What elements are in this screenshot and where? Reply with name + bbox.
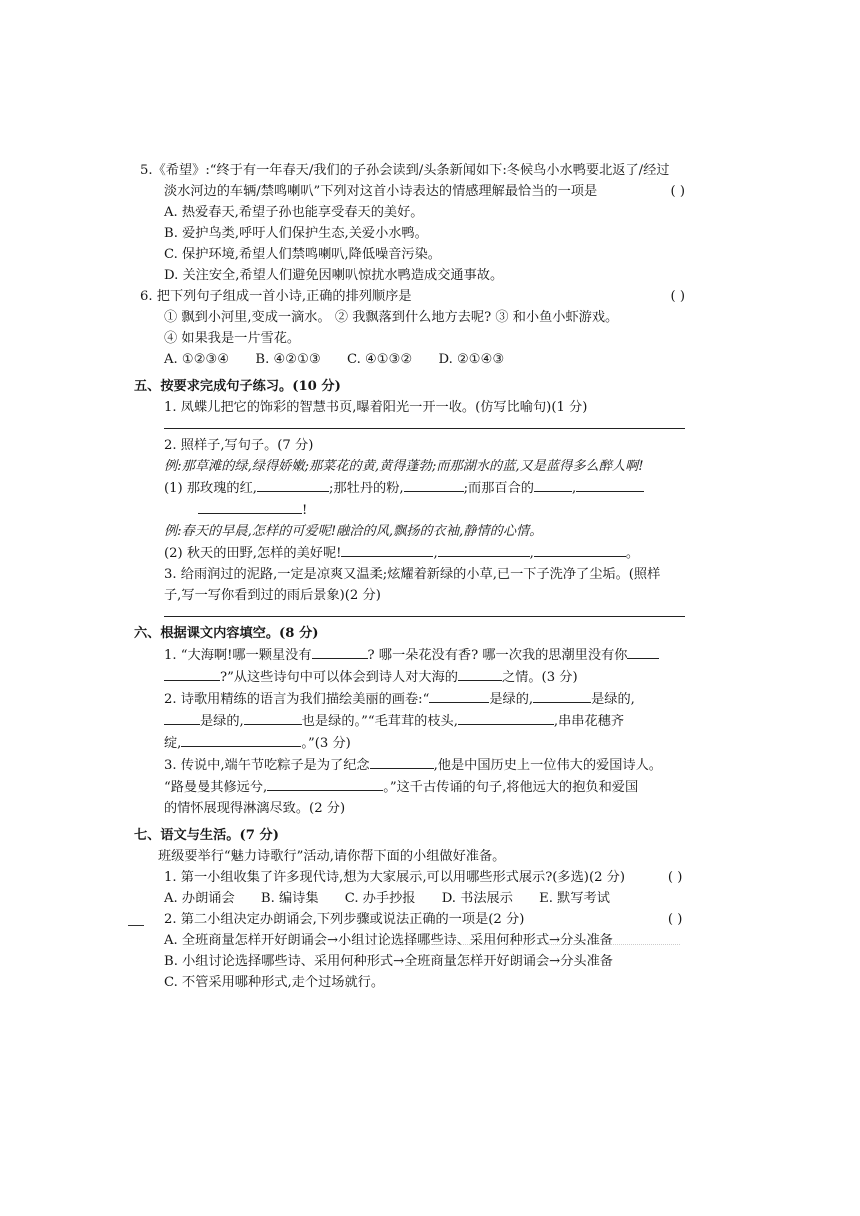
q5-answer-paren[interactable]: ( ) xyxy=(670,184,685,199)
s6-q2-text-e: 也是绿的。”“毛茸茸的枝头, xyxy=(301,714,458,729)
q5-option-b: B. 爱护鸟类,呼吁人们保护生态,关爱小水鸭。 xyxy=(164,226,428,241)
q6-stem: 6. 把下列句子组成一首小诗,正确的排列顺序是 xyxy=(140,289,412,304)
blank[interactable] xyxy=(458,666,502,681)
s6-q2-line2 xyxy=(164,710,685,732)
q6-line2: ④ 如果我是一片雪花。 xyxy=(164,331,301,346)
worksheet-content xyxy=(134,160,685,993)
q6-option-a: A. ①②③④ xyxy=(164,352,230,367)
s7-q1-option-a: A. 办朗诵会 xyxy=(164,891,235,906)
s6-q2-text-f: ,串串花穗齐 xyxy=(553,714,625,729)
s5-q1-answer-line[interactable] xyxy=(164,418,685,429)
s6-q1-text-a: 1. “大海啊!哪一颗星没有 xyxy=(164,648,312,663)
s6-q3-text-d: 。”这千古传诵的句子,将他远大的抱负和爱国 xyxy=(383,780,639,795)
s6-q2-text-a: 2. 诗歌用精练的语言为我们描绘美丽的画卷:“ xyxy=(164,692,430,707)
s5-q3-line2: 子,写一写你看到过的雨后景象)(2 分) xyxy=(164,588,381,603)
s5-example-2: 例:春天的早晨,怎样的可爱呢!融洽的风,飘扬的衣袖,静情的心情。 xyxy=(164,524,543,539)
s6-q3-text-a: 3. 传说中,端午节吃粽子是为了纪念 xyxy=(164,758,370,773)
blank[interactable] xyxy=(267,776,383,791)
blank[interactable] xyxy=(438,542,530,557)
q6-line1: ① 飘到小河里,变成一滴水。 ② 我飘落到什么地方去呢? ③ 和小鱼小虾游戏。 xyxy=(164,310,619,325)
s7-q1-option-d: D. 书法展示 xyxy=(441,891,513,906)
s6-q3-line3: 的情怀展现得淋漓尽致。(2 分) xyxy=(164,801,346,816)
s7-q1-option-b: B. 编诗集 xyxy=(260,891,319,906)
s7-q1-answer-paren[interactable]: ( ) xyxy=(667,870,683,885)
s5-fill-1-text-b: ;那牡丹的粉, xyxy=(329,481,404,496)
s5-fill-1-text-c: ;而那百合的 xyxy=(463,481,534,496)
s5-fill-2-text-c: , xyxy=(529,546,534,561)
s5-q1: 1. 凤蝶儿把它的饰彩的智慧书页,曝着阳光一开一收。(仿写比喻句)(1 分) xyxy=(164,400,588,415)
s7-q1-text: 1. 第一小组收集了许多现代诗,想为大家展示,可以用哪些形式展示?(多选)(2 分) xyxy=(164,870,626,885)
blank[interactable] xyxy=(198,499,302,514)
s7-q1-options xyxy=(164,888,685,909)
s5-fill-2-text-d: 。 xyxy=(625,546,640,561)
s6-q1-line1 xyxy=(164,644,685,666)
s5-fill-1-text-d: , xyxy=(571,481,577,496)
s7-q1 xyxy=(164,867,685,888)
blank[interactable] xyxy=(627,644,659,659)
q6-option-b: B. ④②①③ xyxy=(255,352,321,367)
s6-q2-text-c: 是绿的, xyxy=(591,692,635,707)
s6-q2-line3 xyxy=(164,732,685,754)
s6-q3-text-b: ,他是中国历史上一位伟大的爱国诗人。 xyxy=(433,758,662,773)
blank[interactable] xyxy=(429,688,489,703)
q5-option-d: D. 关注安全,希望人们避免因喇叭惊扰水鸭造成交通事故。 xyxy=(164,268,504,283)
section-5-title: 五、按要求完成句子练习。(10 分) xyxy=(134,379,341,394)
s6-q1-text-b: ? 哪一朵花没有香? 哪一次我的思潮里没有你 xyxy=(367,648,628,663)
section-7-title: 七、语文与生活。(7 分) xyxy=(134,828,279,843)
s6-q1-text-c: ?”从这些诗句中可以体会到诗人对大海的 xyxy=(220,670,458,685)
q6-option-d: D. ②①④③ xyxy=(438,352,505,367)
blank[interactable] xyxy=(404,477,464,492)
s5-fill-2 xyxy=(164,542,685,564)
q5-stem-line2: 淡水河边的车辆/禁鸣喇叭”下列对这首小诗表达的情感理解最恰当的一项是 xyxy=(164,184,598,199)
s5-q3-answer-line[interactable] xyxy=(164,606,685,617)
s7-q2-answer-paren[interactable]: ( ) xyxy=(667,912,683,927)
s7-q2-option-a: A. 全班商量怎样开好朗诵会→小组讨论选择哪些诗、采用何种形式→分头准备 xyxy=(164,933,613,948)
s6-q2-line1 xyxy=(164,688,685,710)
blank[interactable] xyxy=(534,542,626,557)
s5-q2: 2. 照样子,写句子。(7 分) xyxy=(164,438,314,453)
s7-q2-text: 2. 第二小组决定办朗诵会,下列步骤或说法正确的一项是(2 分) xyxy=(164,912,525,927)
q5-option-c: C. 保护环境,希望人们禁鸣喇叭,降低噪音污染。 xyxy=(164,247,441,262)
q6-option-c: C. ④①③② xyxy=(346,352,413,367)
question-6 xyxy=(140,286,685,370)
page-footer-dash xyxy=(128,925,144,926)
blank[interactable] xyxy=(341,542,433,557)
s7-q1-option-e: E. 默写考试 xyxy=(539,891,610,906)
blank[interactable] xyxy=(312,644,368,659)
s7-q1-option-c: C. 办手抄报 xyxy=(344,891,416,906)
s6-q3-line2 xyxy=(164,776,685,798)
s5-fill-1-text-e: ! xyxy=(302,503,308,518)
section-6-title: 六、根据课文内容填空。(8 分) xyxy=(134,626,319,641)
s6-q3-line1 xyxy=(164,754,685,776)
s5-fill-2-text-b: , xyxy=(433,546,438,561)
q5-option-a: A. 热爱春天,希望子孙也能享受春天的美好。 xyxy=(164,205,424,220)
q6-options xyxy=(164,349,685,370)
s6-q2-text-b: 是绿的, xyxy=(489,692,534,707)
blank[interactable] xyxy=(576,477,644,492)
s6-q2-text-g: 绽, xyxy=(164,736,182,751)
q5-stem-line1: 5.《希望》:“终于有一年春天/我们的子孙会读到/头条新闻如下:冬候鸟小水鸭要北返了/经过 xyxy=(140,163,670,178)
s7-q2-option-c: C. 不管采用哪种形式,走个过场就行。 xyxy=(164,975,385,990)
blank[interactable] xyxy=(370,754,434,769)
s7-q2 xyxy=(164,909,685,930)
s5-fill-2-text-a: (2) 秋天的田野,怎样的美好呢! xyxy=(164,546,342,561)
question-5 xyxy=(140,160,685,286)
blank[interactable] xyxy=(534,477,572,492)
blank[interactable] xyxy=(181,732,301,747)
s5-fill-1-cont xyxy=(176,499,685,521)
s6-q3-text-c: “路曼曼其修远兮, xyxy=(164,780,268,795)
blank[interactable] xyxy=(458,710,554,725)
q6-answer-paren[interactable]: ( ) xyxy=(670,289,685,304)
s5-example-1: 例:那草滩的绿,绿得娇嫩;那菜花的黄,黄得蓬勃;而那湖水的蓝,又是蓝得多么醉人啊! xyxy=(164,459,644,474)
s5-fill-1 xyxy=(164,477,685,499)
s7-intro: 班级要举行“魅力诗歌行”活动,请你帮下面的小组做好准备。 xyxy=(158,849,506,864)
s6-q1-line2 xyxy=(164,666,685,688)
blank[interactable] xyxy=(257,477,329,492)
blank[interactable] xyxy=(164,666,220,681)
blank[interactable] xyxy=(533,688,591,703)
blank[interactable] xyxy=(244,710,302,725)
s7-q2-option-b: B. 小组讨论选择哪些诗、采用何种形式→全班商量怎样开好朗诵会→分头准备 xyxy=(164,954,613,969)
s6-q2-text-d: 是绿的, xyxy=(200,714,244,729)
s5-q3-line1: 3. 给雨润过的泥路,一定是凉爽又温柔;炫耀着新绿的小草,已一下子洗净了尘垢。(照样 xyxy=(164,567,661,582)
s5-fill-1-text-a: (1) 那玫瑰的红, xyxy=(164,481,258,496)
blank[interactable] xyxy=(164,710,200,725)
s6-q2-text-h: 。”(3 分) xyxy=(301,736,351,751)
s6-q1-text-d: 之情。(3 分) xyxy=(502,670,578,685)
scan-artifact-line xyxy=(360,944,680,945)
